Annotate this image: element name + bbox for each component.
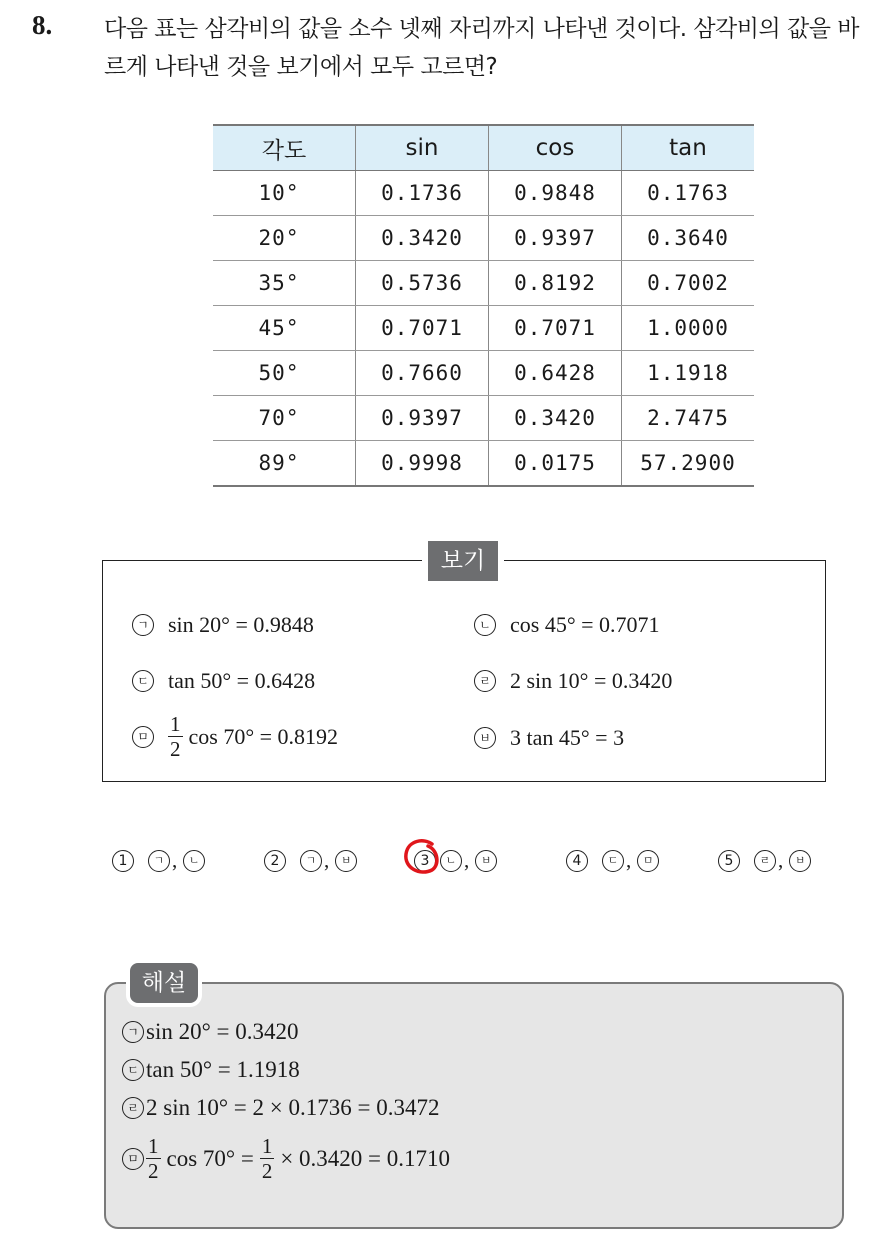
line-expr: sin 20° = 0.3420 [146, 1019, 299, 1044]
table-header-row [213, 125, 754, 171]
cell-cos: 0.0175 [489, 441, 622, 487]
fraction-numerator: 1 [261, 1134, 273, 1158]
bogi-item-d [474, 668, 672, 694]
choice-mark: ㄱ [148, 850, 170, 872]
cell-sin: 0.7660 [356, 351, 489, 396]
line-mark: ㅁ [122, 1148, 144, 1170]
choice-mark: ㅂ [335, 850, 357, 872]
line-mark: ㄱ [122, 1021, 144, 1043]
fraction-numerator: 1 [148, 1134, 159, 1158]
item-mark: ㄱ [132, 614, 154, 636]
cell-angle: 10° [213, 171, 356, 216]
cell-cos: 0.8192 [489, 261, 622, 306]
table-row [213, 396, 754, 441]
cell-sin: 0.3420 [356, 216, 489, 261]
line-expr: cos 70° = [166, 1145, 254, 1171]
bogi-item-a [132, 612, 314, 638]
header-angle: 각도 [213, 125, 356, 171]
choice-mark: ㅂ [789, 850, 811, 872]
solution-line [122, 1095, 439, 1121]
fraction-denominator: 2 [170, 737, 181, 761]
choice-2[interactable]: 2 ㄱ , ㅂ [264, 848, 357, 873]
item-expr: cos 70° = 0.8192 [188, 723, 339, 749]
cell-angle: 20° [213, 216, 356, 261]
choice-4[interactable]: 4 ㄷ , ㅁ [566, 848, 659, 873]
choice-mark: ㄴ [183, 850, 205, 872]
bogi-title: 보기 [428, 541, 498, 581]
choice-number: 1 [112, 850, 134, 872]
table-row [213, 441, 754, 487]
cell-cos: 0.7071 [489, 306, 622, 351]
cell-cos: 0.9397 [489, 216, 622, 261]
item-expr: sin 20° = 0.9848 [168, 612, 314, 637]
solution-title: 해설 [130, 963, 198, 1003]
cell-tan: 0.1763 [622, 171, 755, 216]
bogi-item-e [132, 712, 338, 761]
solution-line [122, 1134, 450, 1183]
choice-number: 5 [718, 850, 740, 872]
item-mark: ㅁ [132, 726, 154, 748]
solution-line [122, 1057, 300, 1083]
choice-mark: ㄴ [440, 850, 462, 872]
bogi-item-c [132, 668, 315, 694]
choice-3[interactable]: 3 ㄴ , ㅂ [414, 848, 497, 873]
table-row [213, 351, 754, 396]
solution-line [122, 1019, 299, 1045]
cell-tan: 0.7002 [622, 261, 755, 306]
cell-cos: 0.9848 [489, 171, 622, 216]
item-expr: cos 45° = 0.7071 [510, 612, 660, 637]
choice-1[interactable]: 1 ㄱ , ㄴ [112, 848, 205, 873]
choice-mark: ㄷ [602, 850, 624, 872]
fraction-numerator: 1 [170, 712, 181, 736]
header-sin: sin [356, 125, 489, 171]
bogi-item-b [474, 612, 660, 638]
cell-angle: 70° [213, 396, 356, 441]
item-mark: ㄷ [132, 670, 154, 692]
header-cos: cos [489, 125, 622, 171]
question-number: 8. [32, 10, 53, 40]
table-row [213, 171, 754, 216]
table-row [213, 306, 754, 351]
fraction-denominator: 2 [148, 1159, 159, 1183]
cell-sin: 0.7071 [356, 306, 489, 351]
item-mark: ㄴ [474, 614, 496, 636]
question-text: 다음 표는 삼각비의 값을 소수 넷째 자리까지 나타낸 것이다. 삼각비의 값을 바르게 나타낸 것을 보기에서 모두 고르면? [104, 16, 859, 80]
item-expr: 2 sin 10° = 0.3420 [510, 668, 673, 693]
cell-sin: 0.9397 [356, 396, 489, 441]
cell-sin: 0.9998 [356, 441, 489, 487]
cell-angle: 45° [213, 306, 356, 351]
item-expr: 3 tan 45° = 3 [510, 725, 625, 750]
cell-angle: 89° [213, 441, 356, 487]
choice-number: 3 [414, 850, 436, 872]
cell-cos: 0.6428 [489, 351, 622, 396]
line-expr: tan 50° = 1.1918 [146, 1057, 300, 1082]
line-expr: × 0.3420 = 0.1710 [280, 1145, 451, 1171]
cell-angle: 35° [213, 261, 356, 306]
bogi-item-f [474, 725, 624, 751]
choice-mark: ㄱ [300, 850, 322, 872]
item-expr: tan 50° = 0.6428 [168, 668, 316, 693]
cell-tan: 57.2900 [622, 441, 755, 487]
header-tan: tan [622, 125, 755, 171]
choice-5[interactable]: 5 ㄹ , ㅂ [718, 848, 811, 873]
line-mark: ㄹ [122, 1097, 144, 1119]
cell-sin: 0.1736 [356, 171, 489, 216]
fraction-denominator: 2 [261, 1159, 273, 1183]
trig-value-table [213, 124, 754, 487]
choice-mark: ㅁ [637, 850, 659, 872]
fraction [260, 1134, 275, 1183]
cell-tan: 1.0000 [622, 306, 755, 351]
cell-tan: 2.7475 [622, 396, 755, 441]
item-mark: ㄹ [474, 670, 496, 692]
cell-sin: 0.5736 [356, 261, 489, 306]
cell-tan: 1.1918 [622, 351, 755, 396]
table-row [213, 261, 754, 306]
choice-mark: ㄹ [754, 850, 776, 872]
line-mark: ㄷ [122, 1059, 144, 1081]
choice-mark: ㅂ [475, 850, 497, 872]
choice-number: 4 [566, 850, 588, 872]
cell-cos: 0.3420 [489, 396, 622, 441]
cell-angle: 50° [213, 351, 356, 396]
fraction [168, 712, 183, 761]
cell-tan: 0.3640 [622, 216, 755, 261]
table-row [213, 216, 754, 261]
item-mark: ㅂ [474, 727, 496, 749]
fraction [146, 1134, 161, 1183]
choice-number: 2 [264, 850, 286, 872]
answer-circle-icon [402, 838, 440, 876]
line-expr: 2 sin 10° = 2 × 0.1736 = 0.3472 [146, 1095, 440, 1120]
